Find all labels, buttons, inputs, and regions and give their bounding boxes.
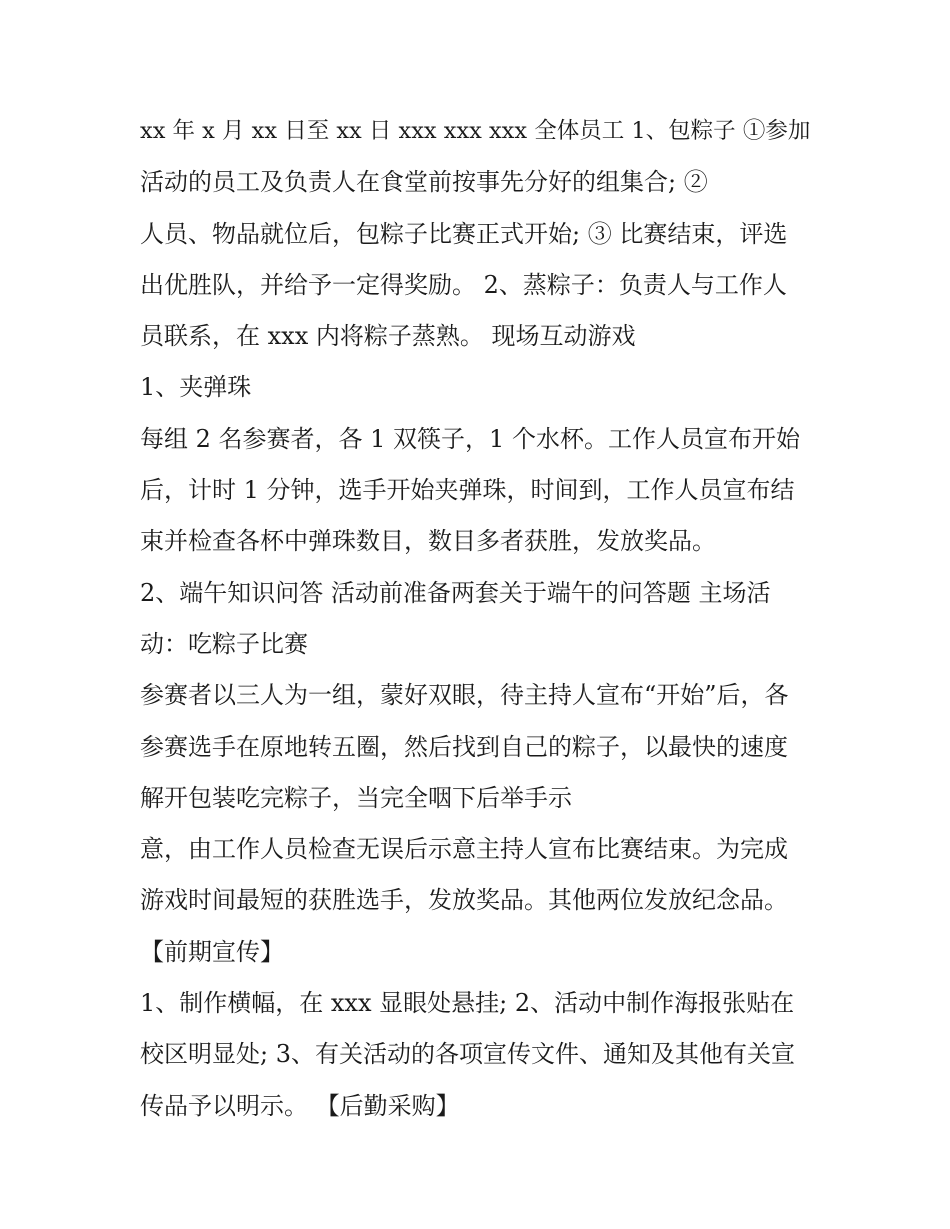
text-line: 1、制作横幅，在 xxx 显眼处悬挂; 2、活动中制作海报张贴在 [140, 989, 795, 1018]
text-line: 出优胜队，并给予一定得奖励。 2、蒸粽子：负责人与工作人 [140, 270, 787, 299]
section-heading: 1、夹弹珠 [140, 373, 252, 402]
text-line: 束并检查各杯中弹珠数目，数目多者获胜，发放奖品。 [140, 527, 716, 556]
text-line: 校区明显处; 3、有关活动的各项宣传文件、通知及其他有关宣 [140, 1040, 795, 1069]
section-heading: 【前期宣传】 [140, 937, 284, 966]
text-line: 动：吃粽子比赛 [140, 629, 308, 658]
text-line: 2、端午知识问答 活动前准备两套关于端午的问答题 主场活 [140, 578, 771, 607]
text-line: 意，由工作人员检查无误后示意主持人宣布比赛结束。为完成 [140, 835, 788, 864]
text-line: xx 年 x 月 xx 日至 xx 日 xxx xxx xxx 全体员工 1、包粽子 ①参加 [140, 118, 811, 144]
text-line: 传品予以明示。 【后勤采购】 [140, 1091, 460, 1120]
text-line: 解开包装吃完粽子，当完全咽下后举手示 [140, 783, 572, 812]
text-line: 参赛选手在原地转五圈，然后找到自己的粽子，以最快的速度 [140, 732, 788, 761]
text-line: 员联系，在 xxx 内将粽子蒸熟。 现场互动游戏 [140, 322, 636, 351]
document-body [140, 106, 820, 1132]
text-line: 参赛者以三人为一组，蒙好双眼，待主持人宣布“开始”后，各 [140, 681, 789, 710]
text-line: 活动的员工及负责人在食堂前按事先分好的组集合; ② [140, 168, 708, 197]
text-line: 每组 2 名参赛者，各 1 双筷子，1 个水杯。工作人员宣布开始 [140, 424, 800, 453]
text-line: 游戏时间最短的获胜选手，发放奖品。其他两位发放纪念品。 [140, 886, 788, 915]
text-line: 后，计时 1 分钟，选手开始夹弹珠，时间到，工作人员宣布结 [140, 476, 795, 505]
text-line: 人员、物品就位后，包粽子比赛正式开始; ③ 比赛结束，评选 [140, 219, 788, 248]
